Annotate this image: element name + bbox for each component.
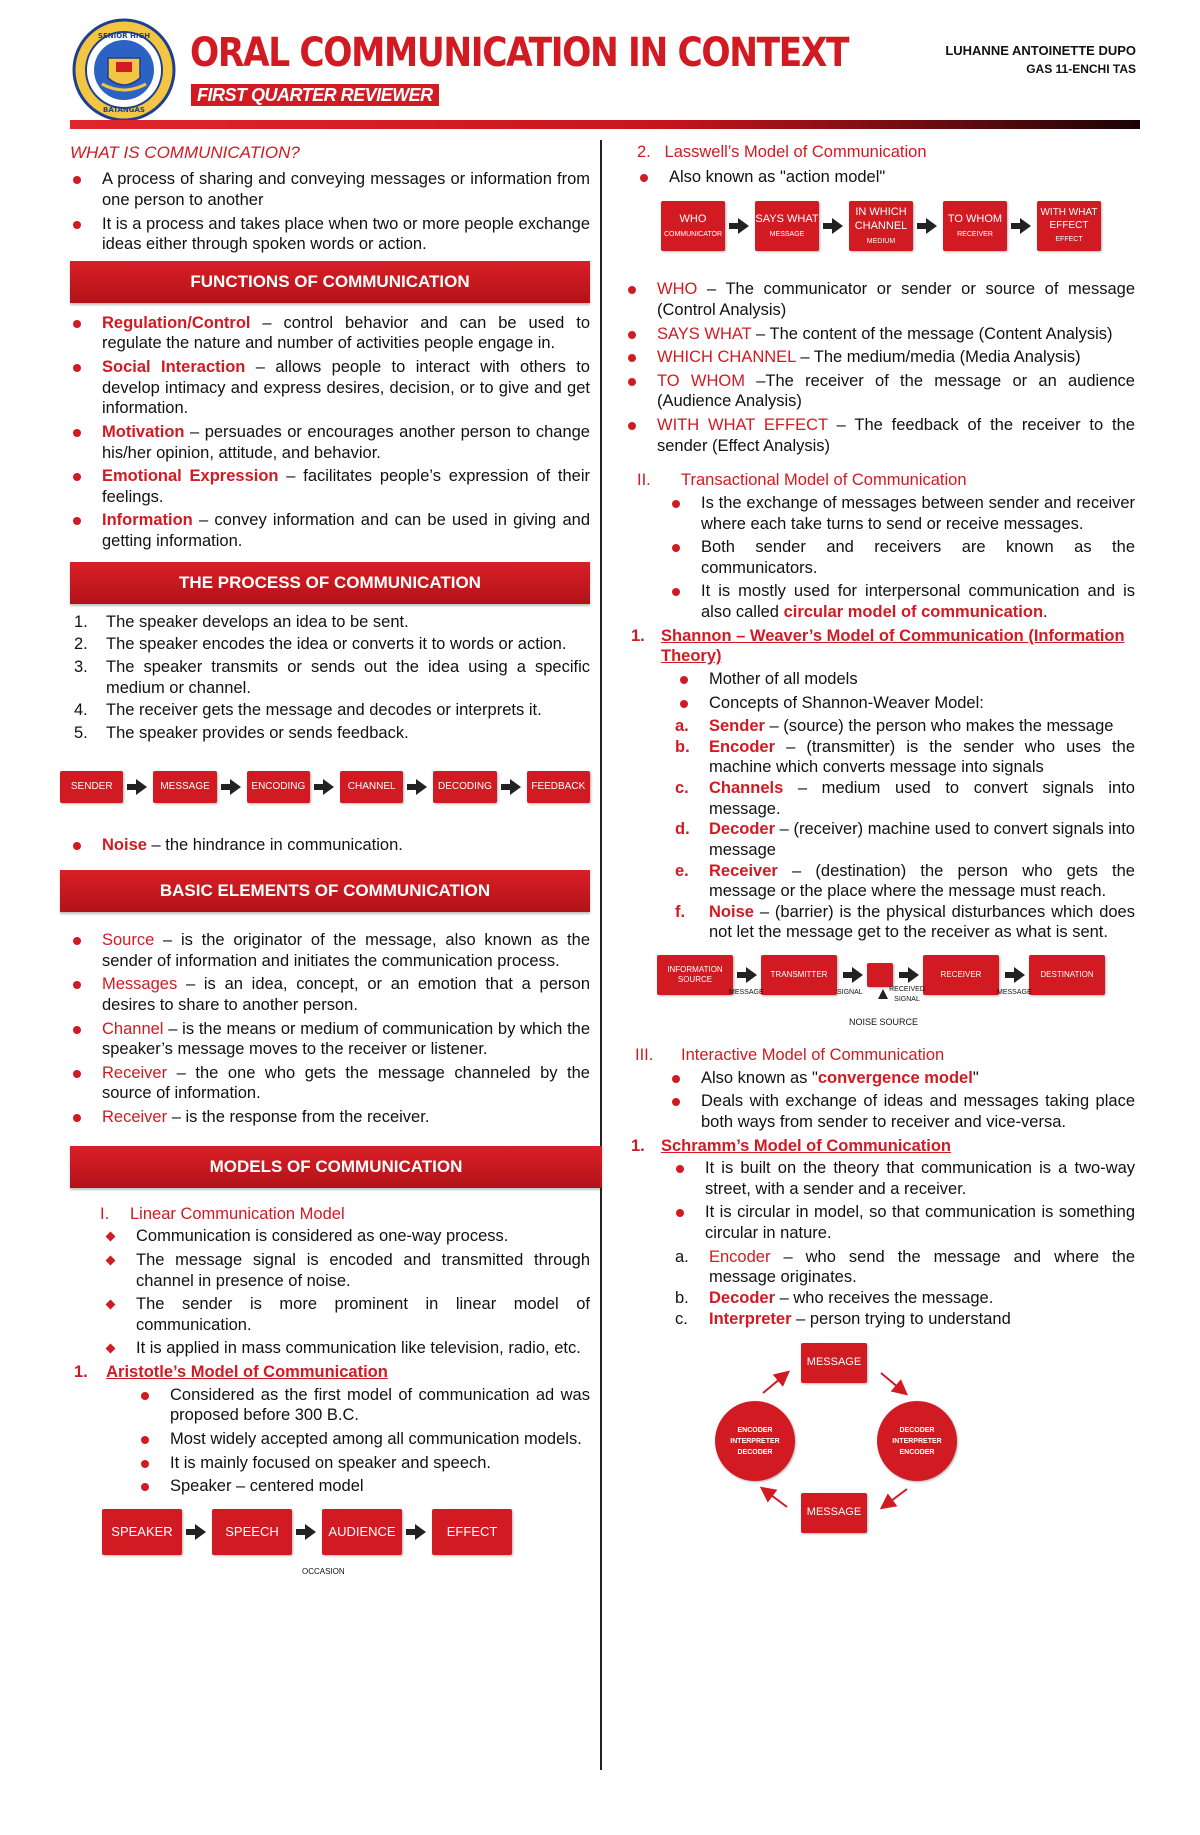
list-item: 3. The speaker transmits or sends out the idea using a specific medium or channel. (74, 657, 590, 697)
list-item: It is mainly focused on speaker and speech. (138, 1453, 590, 1474)
list-item: Also known as "convergence model" (669, 1068, 1135, 1089)
list-item: Considered as the first model of communication ad was proposed before 300 B.C. (138, 1385, 590, 1426)
arrow-icon (881, 1373, 905, 1393)
author-section: GAS 11-ENCHI TAS (1026, 62, 1136, 76)
list-item: The message signal is encoded and transmitted through channel in presence of noise. (104, 1250, 590, 1291)
list-item: Receiver – is the response from the receiver. (70, 1107, 590, 1128)
list-item: c. Channels – medium used to convert signals into message. (675, 779, 1135, 818)
cycle-left-node: ENCODER INTERPRETER DECODER (715, 1401, 795, 1481)
lasswell-flow-diagram (661, 201, 1135, 251)
list-item: TO WHOM –The receiver of the message or an audience (Audience Analysis) (625, 371, 1135, 412)
label-message: MESSAGE (997, 989, 1032, 996)
arrow-right-icon (917, 218, 939, 234)
list-item: Noise – the hindrance in communication. (70, 835, 590, 856)
shannon-flow-diagram (625, 955, 1135, 1035)
functions-list (70, 313, 590, 552)
cycle-message-bottom: MESSAGE (801, 1493, 867, 1533)
label-noise-source: NOISE SOURCE (849, 1017, 919, 1027)
list-item: Emotional Expression – facilitates people’s expression of their feelings. (70, 466, 590, 507)
list-item: It is applied in mass communication like television, radio, etc. (104, 1338, 590, 1359)
header-rule (70, 120, 1140, 129)
list-item: It is circular in model, so that communication is something circular in nature. (673, 1202, 1135, 1243)
arrow-icon (883, 1489, 907, 1507)
list-item: b. Encoder – (transmitter) is the sender who uses the machine which converts message into signals (675, 737, 1135, 777)
flow-box-encoding: ENCODING (247, 771, 310, 803)
flow-box-who: WHO COMMUNICATOR (661, 201, 725, 251)
linear-model-list (104, 1226, 590, 1359)
what-is-list (70, 169, 590, 255)
list-item: Deals with exchange of ideas and messages taking place both ways from sender to receiver and vice-versa. (669, 1091, 1135, 1132)
list-item: The sender is more prominent in linear model of communication. (104, 1294, 590, 1335)
list-item: Receiver – the one who gets the message channeled by the source of information. (70, 1063, 590, 1104)
flow-box-which-channel: IN WHICH CHANNEL MEDIUM (849, 201, 913, 251)
interactive-heading: III. Interactive Model of Communication (635, 1046, 945, 1064)
flow-box-channel (867, 963, 893, 987)
right-column (625, 140, 1135, 1533)
list-item: Regulation/Control – control behavior and can be used to regulate the nature and number of activities people engage in. (70, 313, 590, 354)
list-item: It is built on the theory that communication is a two-way street, with a sender and a receiver. (673, 1158, 1135, 1199)
list-item: Is the exchange of messages between sender and receiver where each take turns to send or receive messages. (669, 493, 1135, 534)
list-item: b. Decoder – who receives the message. (675, 1288, 994, 1307)
arrow-right-icon (406, 1524, 428, 1540)
flow-box-effect: EFFECT (432, 1509, 512, 1555)
schramm-cycle-diagram (625, 1343, 1135, 1533)
elements-list (70, 930, 590, 1128)
svg-text:SENIOR HIGH: SENIOR HIGH (97, 32, 151, 40)
list-item: It is a process and takes place when two or more people exchange ideas either through spoken words or action. (70, 214, 590, 255)
flow-box-with-what-effect: WITH WHAT EFFECT EFFECT (1037, 201, 1101, 251)
process-banner: THE PROCESS OF COMMUNICATION (70, 562, 590, 604)
aristotle-heading: 1. Aristotle’s Model of Communication (74, 1363, 388, 1381)
arrow-right-icon (501, 779, 523, 795)
list-item: d. Decoder – (receiver) machine used to convert signals into message (675, 820, 1135, 859)
process-flow-diagram (60, 771, 590, 803)
arrow-right-icon (1005, 967, 1027, 983)
arrow-right-icon (186, 1524, 208, 1540)
lasswell-heading: 2. Lasswell’s Model of Communication (637, 143, 927, 161)
shannon-list (677, 669, 1135, 713)
page-subtitle: FIRST QUARTER REVIEWER (191, 84, 439, 106)
list-item: Most widely accepted among all communication models. (138, 1429, 590, 1450)
left-column (70, 140, 590, 1577)
flow-box-speech: SPEECH (212, 1509, 292, 1555)
list-item: Motivation – persuades or encourages another person to change his/her opinion, attitude, and behavior. (70, 422, 590, 463)
arrow-right-icon (127, 779, 149, 795)
flow-box-says-what: SAYS WHAT MESSAGE (755, 201, 819, 251)
shannon-heading: 1. Shannon – Weaver’s Model of Communication (Information Theory) (631, 626, 1125, 666)
list-item: Both sender and receivers are known as the communicators. (669, 537, 1135, 578)
transactional-list (669, 493, 1135, 623)
flow-box-message: MESSAGE (153, 771, 216, 803)
arrow-right-icon (899, 967, 921, 983)
noise-list (70, 835, 590, 856)
flow-box-receiver: RECEIVER (923, 955, 999, 995)
list-item: 5. The speaker provides or sends feedback. (74, 723, 409, 742)
author-block (945, 42, 1136, 78)
list-item: SAYS WHAT – The content of the message (Content Analysis) (625, 324, 1135, 345)
arrow-up-icon (878, 989, 888, 999)
school-seal-icon (72, 18, 176, 122)
column-divider (600, 140, 602, 1770)
list-item: Information – convey information and can be used in giving and getting information. (70, 510, 590, 551)
list-item: 4. The receiver gets the message and decodes or interprets it. (74, 701, 542, 720)
aristotle-flow-diagram (102, 1509, 590, 1555)
arrow-icon (763, 1489, 787, 1507)
interactive-list (669, 1068, 1135, 1133)
flow-box-audience: AUDIENCE (322, 1509, 402, 1555)
flow-box-feedback: FEEDBACK (527, 771, 590, 803)
list-item: Messages – is an idea, concept, or an emotion that a person desires to share to another person. (70, 974, 590, 1015)
section-heading-what-is: WHAT IS COMMUNICATION? (70, 143, 300, 162)
header (0, 0, 1200, 140)
list-item: Speaker – centered model (138, 1476, 590, 1497)
flow-box-channel: CHANNEL (340, 771, 403, 803)
list-item: e. Receiver – (destination) the person who gets the message or the place where the message must reach. (675, 861, 1135, 901)
author-name: LUHANNE ANTOINETTE DUPO (945, 43, 1136, 58)
list-item: 1. The speaker develops an idea to be sent. (74, 612, 409, 631)
cycle-arrows (625, 1343, 1045, 1533)
list-item: Concepts of Shannon-Weaver Model: (677, 693, 1135, 714)
flow-box-decoding: DECODING (433, 771, 496, 803)
lasswell-aka-list (637, 167, 1135, 188)
elements-banner: BASIC ELEMENTS OF COMMUNICATION (60, 870, 590, 912)
lasswell-list (625, 279, 1135, 456)
flow-box-destination: DESTINATION (1029, 955, 1105, 995)
arrow-right-icon (823, 218, 845, 234)
schramm-concepts (675, 1247, 1135, 1330)
list-item: f. Noise – (barrier) is the physical disturbances which does not let the message get to the receiver as what is sent. (675, 902, 1135, 942)
list-item: 2. The speaker encodes the idea or converts it to words or action. (74, 635, 567, 654)
shannon-concepts (675, 716, 1135, 943)
arrow-right-icon (407, 779, 429, 795)
cycle-right-node: DECODER INTERPRETER ENCODER (877, 1401, 957, 1481)
label-received-signal: RECEIVED SIGNAL (889, 986, 925, 1003)
schramm-list (673, 1158, 1135, 1244)
functions-banner: FUNCTIONS OF COMMUNICATION (70, 261, 590, 303)
models-banner: MODELS OF COMMUNICATION (70, 1146, 602, 1188)
arrow-right-icon (296, 1524, 318, 1540)
list-item: Mother of all models (677, 669, 1135, 690)
process-steps (70, 612, 590, 744)
flow-box-speaker: SPEAKER (102, 1509, 182, 1555)
list-item: It is mostly used for interpersonal communication and is also called circular model of communication. (669, 581, 1135, 622)
arrow-right-icon (737, 967, 759, 983)
linear-model-heading: I. Linear Communication Model (100, 1204, 345, 1223)
occasion-label: OCCASION (302, 1566, 345, 1576)
transactional-heading: II. Transactional Model of Communication (637, 471, 967, 490)
list-item: Also known as "action model" (637, 167, 1135, 188)
list-item: Social Interaction – allows people to interact with others to develop intimacy and express desires, decision, or to give and get information. (70, 357, 590, 419)
label-message: MESSAGE (729, 989, 764, 996)
arrow-right-icon (729, 218, 751, 234)
arrow-icon (763, 1373, 787, 1393)
list-item: c. Interpreter – person trying to understand (675, 1309, 1011, 1328)
arrow-right-icon (221, 779, 243, 795)
flow-box-to-whom: TO WHOM RECEIVER (943, 201, 1007, 251)
aristotle-list (138, 1385, 590, 1497)
arrow-right-icon (314, 779, 336, 795)
flow-box-information-source: INFORMATION SOURCE (657, 955, 733, 995)
label-signal: SIGNAL (837, 989, 863, 996)
list-item: a. Encoder – who send the message and where the message originates. (675, 1247, 1135, 1287)
page-title: ORAL COMMUNICATION IN CONTEXT (190, 30, 849, 76)
list-item: a. Sender – (source) the person who makes the message (675, 717, 1114, 736)
cycle-message-top: MESSAGE (801, 1343, 867, 1383)
list-item: Channel – is the means or medium of communication by which the speaker’s message moves to the receiver or listener. (70, 1019, 590, 1060)
list-item: WHICH CHANNEL – The medium/media (Media Analysis) (625, 347, 1135, 368)
flow-box-sender: SENDER (60, 771, 123, 803)
flow-box-transmitter: TRANSMITTER (761, 955, 837, 995)
list-item: Source – is the originator of the message, also known as the sender of information and initiates the communication process. (70, 930, 590, 971)
arrow-right-icon (1011, 218, 1033, 234)
list-item: Communication is considered as one-way process. (104, 1226, 590, 1247)
arrow-right-icon (843, 967, 865, 983)
svg-text:BATANGAS: BATANGAS (103, 106, 145, 114)
list-item: A process of sharing and conveying messages or information from one person to another (70, 169, 590, 210)
schramm-heading: 1. Schramm’s Model of Communication (631, 1136, 952, 1155)
list-item: WHO – The communicator or sender or source of message (Control Analysis) (625, 279, 1135, 320)
list-item: WITH WHAT EFFECT – The feedback of the receiver to the sender (Effect Analysis) (625, 415, 1135, 456)
